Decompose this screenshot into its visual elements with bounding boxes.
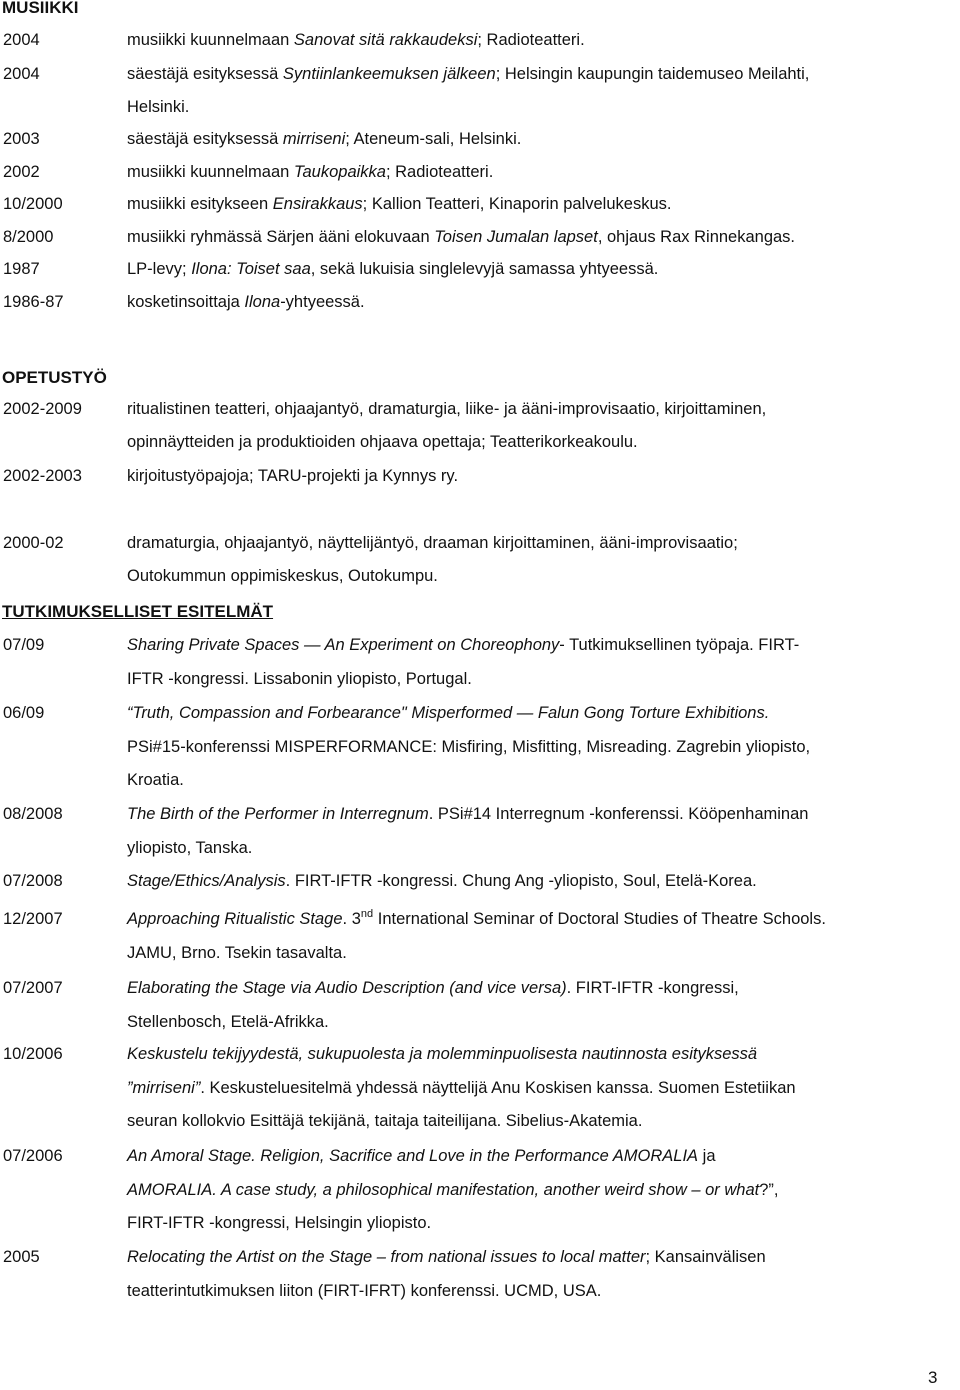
entry-text-line — [127, 293, 365, 312]
entry-date: 2005 — [3, 1248, 40, 1266]
text-segment: , sekä lukuisia singlelevyjä samassa yhtyeessä. — [310, 260, 659, 278]
text-segment: . FIRT-IFTR -kongressi, — [566, 979, 739, 997]
entry-text-line — [127, 704, 769, 723]
text-segment: musiikki kuunnelmaan — [127, 31, 294, 49]
entry-date: 2002-2009 — [3, 400, 82, 418]
section-heading-tutkimukselliset: TUTKIMUKSELLISET ESITELMÄT — [2, 602, 274, 621]
text-segment: Helsinki. — [127, 97, 190, 116]
italic-title: mirriseni — [282, 130, 346, 148]
entry-text-line — [127, 1112, 642, 1131]
entry-text-line — [127, 636, 799, 655]
entry-text-line — [127, 1045, 757, 1064]
text-segment: . PSi#14 Interregnum -konferenssi. Kööpenhaminan — [428, 805, 809, 823]
entry-text-line — [127, 1282, 601, 1301]
entry-date: 10/2000 — [3, 195, 63, 213]
entry-text-line — [127, 195, 671, 214]
entry-date: 08/2008 — [3, 805, 63, 823]
text-segment: . Keskusteluesitelmä yhdessä näyttelijä Anu Koskisen kanssa. Suomen Estetiikan — [200, 1078, 796, 1097]
text-segment: musiikki esitykseen — [127, 195, 273, 213]
italic-title: An Amoral Stage. Religion, Sacrifice and Love in the Performance AMORALIA — [127, 1147, 699, 1165]
text-segment: kirjoitustyöpajoja; TARU-projekti ja Kynnys ry. — [127, 467, 459, 485]
italic-title: Ilona: Toiset saa — [191, 260, 311, 278]
text-segment: FIRT-IFTR -kongressi, Helsingin yliopisto. — [127, 1214, 432, 1232]
italic-title: Toisen Jumalan lapset — [434, 228, 598, 246]
text-segment: LP-levy; — [127, 260, 192, 278]
entry-text-line — [127, 228, 795, 247]
text-segment: säestäjä esityksessä — [127, 65, 283, 83]
italic-title: Keskustelu tekijyydestä, sukupuolesta ja molemminpuolisesta nautinnosta esityksessä — [127, 1045, 758, 1063]
entry-date: 2002-2003 — [3, 467, 82, 485]
entry-text-line — [127, 567, 438, 586]
text-segment: teatterintutkimuksen liiton (FIRT-IFRT) konferenssi. UCMD, USA. — [127, 1281, 602, 1300]
text-segment: Kroatia. — [127, 771, 184, 789]
entry-date: 07/09 — [3, 636, 45, 654]
italic-title: Approaching Ritualistic Stage — [127, 910, 343, 928]
text-segment: PSi#15-konferenssi MISPERFORMANCE: Misfiring, Misfitting, Misreading. Zagrebin yliopisto, — [127, 737, 811, 756]
entry-text-line — [127, 944, 347, 963]
text-segment: ; Radioteatteri. — [477, 31, 585, 49]
italic-title: Ensirakkaus — [272, 195, 363, 213]
text-segment: Stellenbosch, Etelä-Afrikka. — [127, 1012, 329, 1031]
entry-text-line — [127, 400, 766, 419]
entry-text-line — [127, 130, 521, 149]
entry-text-line — [127, 433, 638, 452]
entry-date: 2000-02 — [3, 534, 64, 552]
italic-title: AMORALIA. A case study, a philosophical manifestation, another weird show – or what — [127, 1180, 760, 1199]
italic-title: Stage/Ethics/Analysis — [127, 872, 286, 890]
entry-date: 1986-87 — [3, 293, 64, 311]
text-segment: ; Ateneum-sali, Helsinki. — [345, 130, 522, 148]
entry-text-line — [127, 771, 184, 790]
text-segment: ; Helsingin kaupungin taidemuseo Meilahti, — [495, 65, 810, 83]
entry-date: 07/2007 — [3, 979, 63, 997]
entry-text-line — [127, 670, 472, 689]
entry-text-line — [127, 65, 809, 84]
italic-title: Ilona — [244, 293, 281, 311]
text-segment: , ohjaus Rax Rinnekangas. — [597, 228, 796, 246]
text-segment: dramaturgia, ohjaajantyö, näyttelijäntyö, draaman kirjoittaminen, ääni-improvisaatio; — [127, 534, 738, 552]
text-segment: IFTR -kongressi. Lissabonin yliopisto, Portugal. — [127, 669, 472, 688]
text-segment: . 3 — [342, 910, 361, 928]
text-segment: seuran kollokvio Esittäjä tekijänä, taitaja taiteilijana. Sibelius-Akatemia. — [127, 1112, 643, 1130]
text-segment: ritualistinen teatteri, ohjaajantyö, dramaturgia, liike- ja ääni-improvisaatio, kirjoittaminen, — [127, 400, 767, 418]
entry-text-line — [127, 1013, 329, 1032]
text-segment: ja — [698, 1147, 716, 1165]
text-segment: säestäjä esityksessä — [127, 130, 283, 148]
text-segment: - Tutkimuksellinen työpaja. FIRT- — [559, 636, 800, 654]
text-segment: . FIRT-IFTR -kongressi. Chung Ang -yliopisto, Soul, Etelä-Korea. — [285, 872, 757, 890]
section-heading-musiikki: MUSIIKKI — [2, 0, 79, 17]
italic-title: “Truth, Compassion and Forbearance" Misperformed — Falun Gong Torture Exhibitions. — [127, 704, 770, 722]
text-segment: ; Radioteatteri. — [385, 163, 494, 181]
entry-date: 2002 — [3, 163, 40, 181]
entry-text-line — [127, 98, 189, 117]
entry-date: 06/09 — [3, 704, 45, 722]
entry-date: 2004 — [3, 65, 40, 83]
entry-text-line — [127, 839, 252, 858]
text-segment: ; Kallion Teatteri, Kinaporin palvelukeskus. — [362, 195, 672, 213]
entry-text-line — [127, 979, 739, 998]
entry-text-line — [127, 872, 757, 891]
entry-date: 8/2000 — [3, 228, 54, 246]
entry-date: 2004 — [3, 31, 40, 49]
italic-title: Sanovat sitä rakkaudeksi — [293, 31, 478, 49]
italic-title: Taukopaikka — [293, 163, 386, 181]
italic-title: Elaborating the Stage via Audio Description (and vice versa) — [127, 979, 567, 997]
entry-text-line — [127, 1147, 716, 1166]
text-segment: musiikki kuunnelmaan — [127, 163, 294, 181]
entry-text-line — [127, 467, 458, 486]
entry-text-line — [127, 534, 738, 553]
superscript: nd — [360, 907, 374, 920]
entry-date: 07/2008 — [3, 872, 63, 890]
entry-text-line — [127, 805, 808, 824]
text-segment: yliopisto, Tanska. — [127, 838, 253, 857]
italic-title: Relocating the Artist on the Stage – from national issues to local matter — [127, 1248, 646, 1266]
italic-title: Sharing Private Spaces — An Experiment on Choreophony — [127, 636, 560, 654]
entry-date: 10/2006 — [3, 1045, 63, 1063]
entry-date: 07/2006 — [3, 1147, 63, 1165]
text-segment: International Seminar of Doctoral Studies of Theatre Schools. — [373, 910, 826, 928]
page-number: 3 — [928, 1368, 938, 1387]
entry-text-line — [127, 1181, 778, 1200]
text-segment: JAMU, Brno. Tsekin tasavalta. — [127, 943, 347, 962]
entry-text-line — [127, 738, 810, 757]
entry-date: 12/2007 — [3, 910, 63, 928]
entry-text-line — [127, 1214, 431, 1233]
entry-text-line — [127, 31, 585, 50]
text-segment: -yhtyeessä. — [280, 293, 365, 311]
entry-date: 2003 — [3, 130, 40, 148]
entry-text-line — [127, 1079, 796, 1098]
entry-text-line — [127, 907, 826, 929]
text-segment: ; Kansainvälisen — [645, 1248, 766, 1266]
text-segment: kosketinsoittaja — [127, 293, 245, 311]
entry-text-line — [127, 1248, 766, 1267]
text-segment: ?”, — [759, 1180, 779, 1199]
entry-text-line — [127, 260, 658, 279]
text-segment: Outokummun oppimiskeskus, Outokumpu. — [127, 567, 438, 585]
italic-title: The Birth of the Performer in Interregnum — [127, 805, 429, 823]
text-segment: musiikki ryhmässä Särjen ääni elokuvaan — [127, 228, 435, 246]
entry-date: 1987 — [3, 260, 40, 278]
italic-title: Syntiinlankeemuksen jälkeen — [282, 65, 496, 83]
entry-text-line — [127, 163, 493, 182]
section-heading-opetustyo: OPETUSTYÖ — [2, 368, 107, 387]
text-segment: opinnäytteiden ja produktioiden ohjaava opettaja; Teatterikorkeakoulu. — [127, 433, 638, 451]
italic-title: ”mirriseni” — [127, 1078, 201, 1097]
